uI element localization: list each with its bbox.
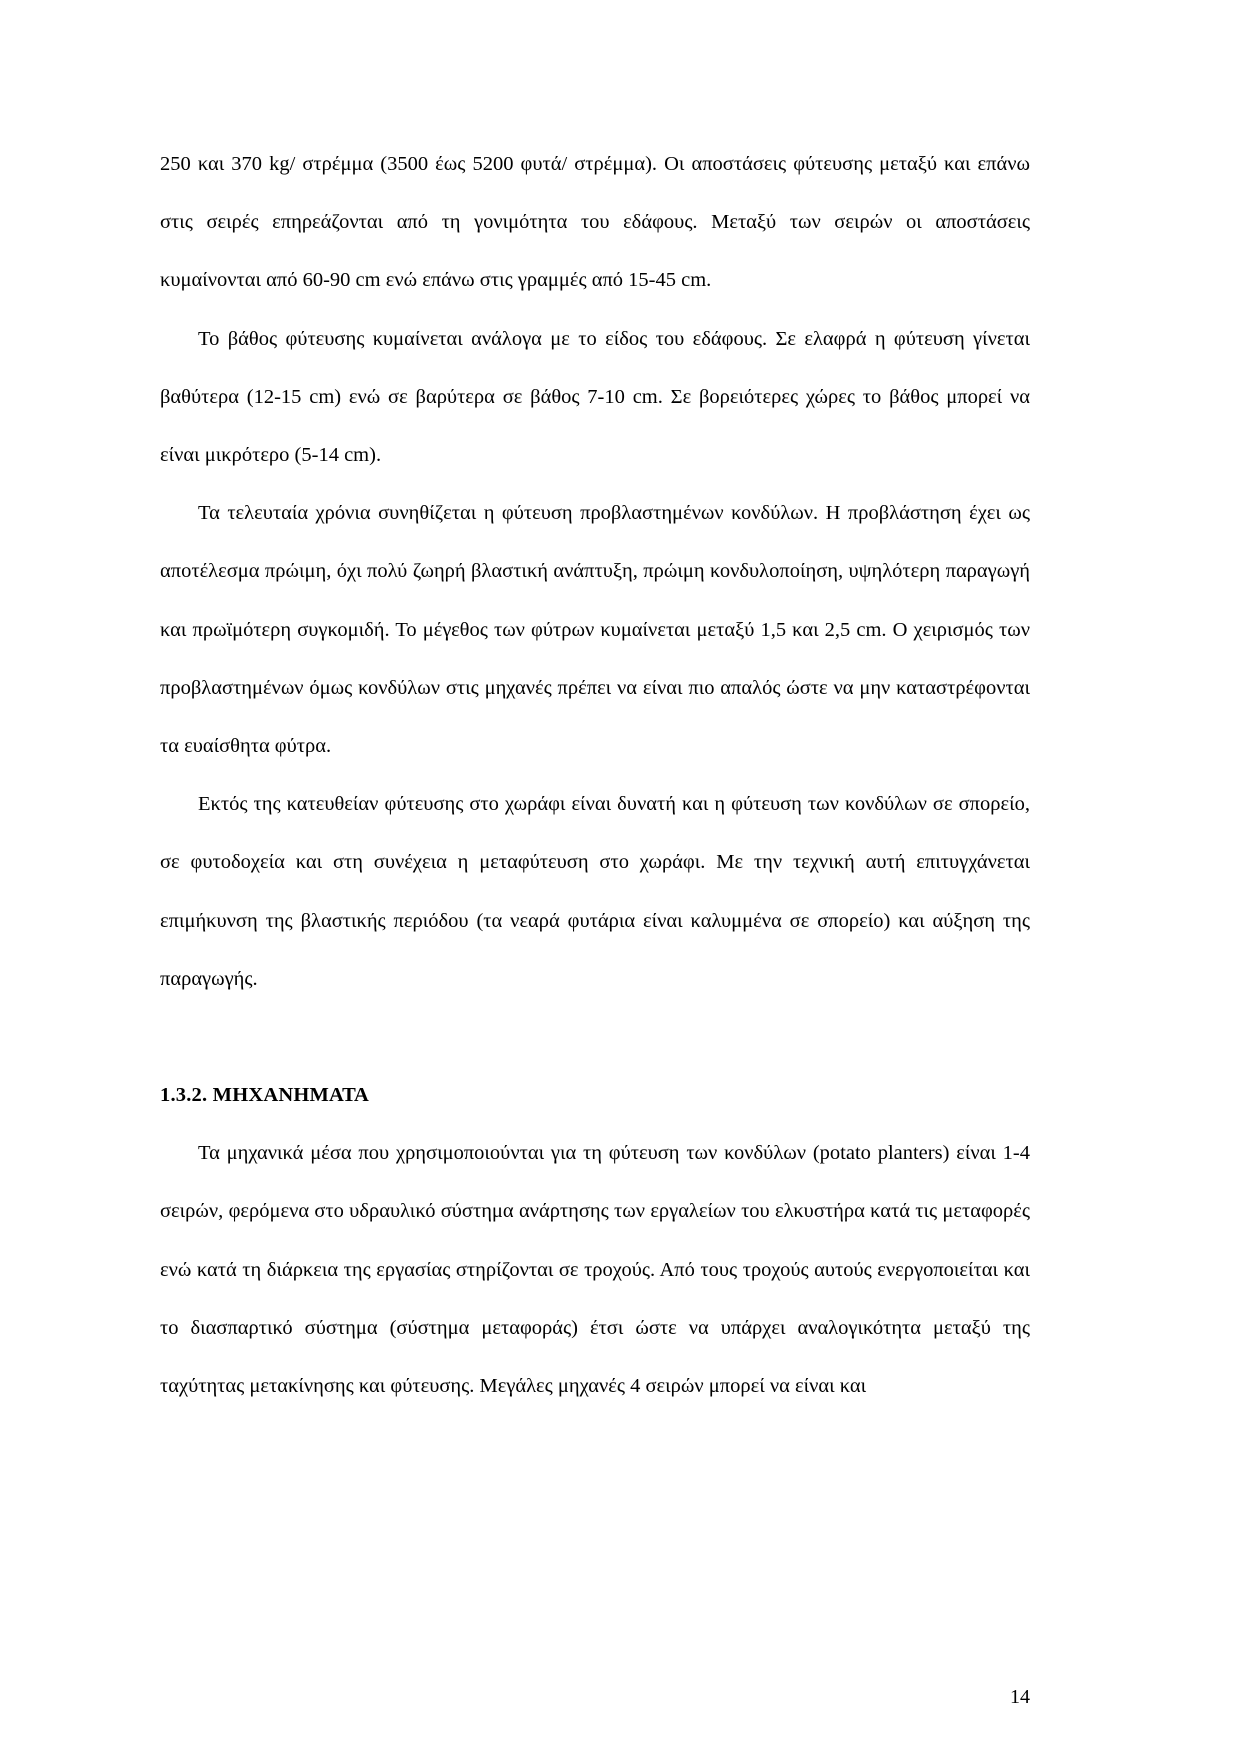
paragraph-transplanting: Εκτός της κατευθείαν φύτευσης στο χωράφι είναι δυνατή και η φύτευση των κονδύλων σε σπορείο, σε φυτοδοχεία και στη συνέχεια η μεταφύτευση στο χωράφι. Με την τεχνική αυτή επιτυγχάνεται επιμήκυνση της βλαστικής περιόδου (τα νεαρά φυτάρια είναι καλυμμένα σε σπορείο) και αύξηση της παραγωγής. bbox=[160, 793, 1030, 990]
page-number: 14 bbox=[1010, 1686, 1030, 1708]
body-text bbox=[160, 135, 1030, 1415]
section-heading: 1.3.2. ΜΗΧΑΝΗΜΑΤΑ bbox=[160, 1084, 369, 1107]
paragraph-planting-distances: 250 και 370 kg/ στρέμμα (3500 έως 5200 φυτά/ στρέμμα). Οι αποστάσεις φύτευσης μεταξύ και επάνω στις σειρές επηρεάζονται από τη γονιμότητα του εδάφους. Μεταξύ των σειρών οι αποστάσεις κυμαίνονται από 60-90 cm ενώ επάνω στις γραμμές από 15-45 cm. bbox=[160, 153, 1030, 292]
paragraph-planting-machines: Τα μηχανικά μέσα που χρησιμοποιούνται για τη φύτευση των κονδύλων (potato planters) είναι 1-4 σειρών, φερόμενα στο υδραυλικό σύστημα ανάρτησης των εργαλείων του ελκυστήρα κατά τις μεταφορές ενώ κατά τη διάρκεια της εργασίας στηρίζονται σε τροχούς. Από τους τροχούς αυτούς ενεργοποιείται και το διασπαρτικό σύστημα (σύστημα μεταφοράς) έτσι ώστε να υπάρχει αναλογικότητα μεταξύ της ταχύτητας μετακίνησης και φύτευσης. Μεγάλες μηχανές 4 σειρών μπορεί να είναι και bbox=[160, 1142, 1030, 1398]
paragraph-presprouted-tubers: Τα τελευταία χρόνια συνηθίζεται η φύτευση προβλαστημένων κονδύλων. Η προβλάστηση έχει ως αποτέλεσμα πρώιμη, όχι πολύ ζωηρή βλαστική ανάπτυξη, πρώιμη κονδυλοποίηση, υψηλότερη παραγωγή και πρωϊμότερη συγκομιδή. Το μέγεθος των φύτρων κυμαίνεται μεταξύ 1,5 και 2,5 cm. Ο χειρισμός των προβλαστημένων όμως κονδύλων στις μηχανές πρέπει να είναι πιο απαλός ώστε να μην καταστρέφονται τα ευαίσθητα φύτρα. bbox=[160, 502, 1030, 758]
paragraph-planting-depth: Το βάθος φύτευσης κυμαίνεται ανάλογα με το είδος του εδάφους. Σε ελαφρά η φύτευση γίνεται βαθύτερα (12-15 cm) ενώ σε βαρύτερα σε βάθος 7-10 cm. Σε βορειότερες χώρες το βάθος μπορεί να είναι μικρότερο (5-14 cm). bbox=[160, 327, 1030, 467]
